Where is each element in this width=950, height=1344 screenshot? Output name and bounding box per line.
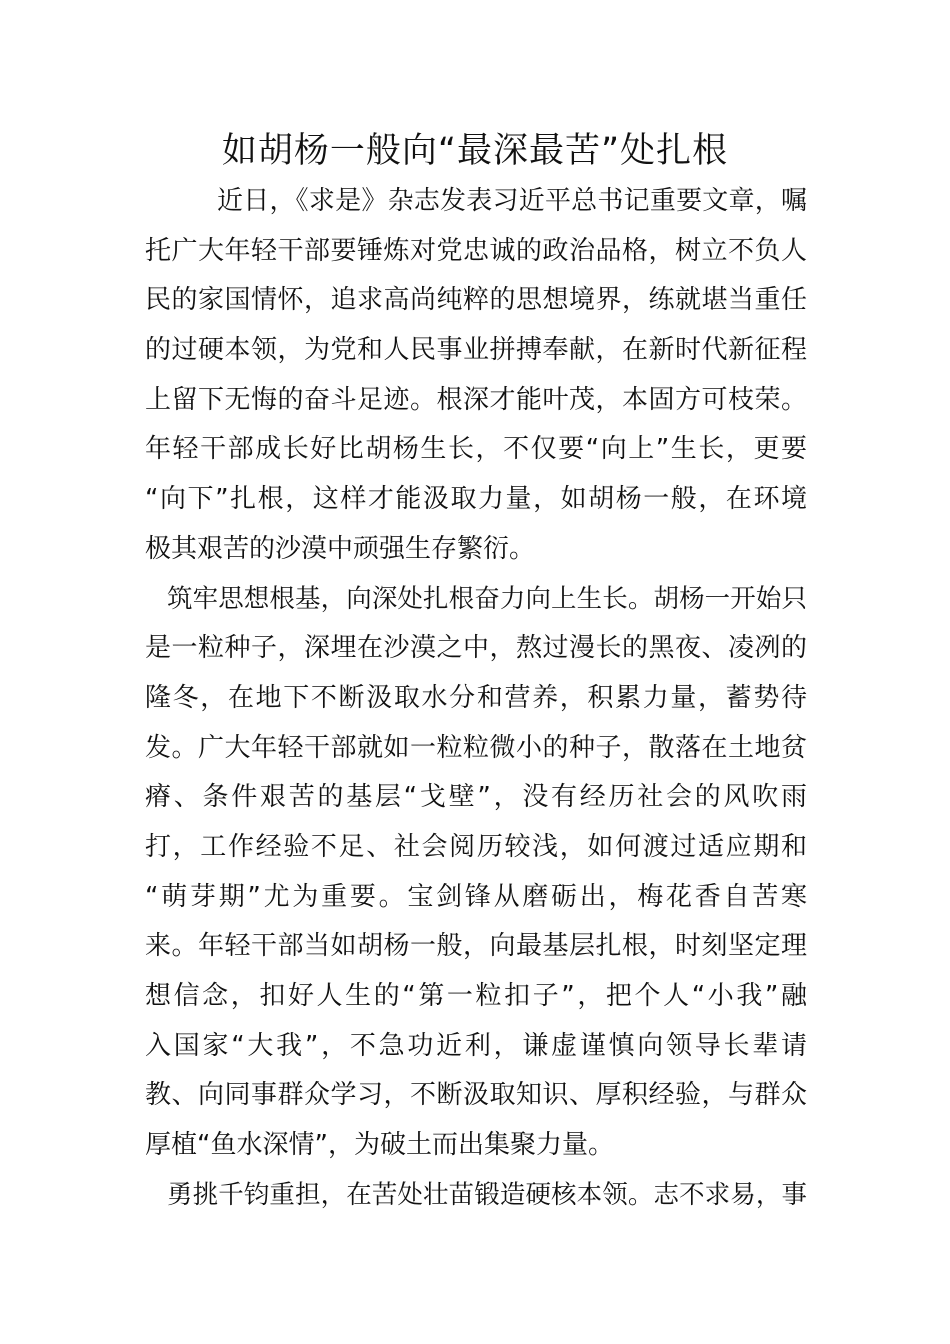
text-line: 发。广大年轻干部就如一粒粒微小的种子，散落在土地贫: [145, 732, 807, 763]
document-title: 如胡杨一般向“最深最苦”处扎根: [221, 131, 729, 171]
text-line: 年轻干部成长好比胡杨生长，不仅要“向上”生长，更要: [145, 434, 807, 465]
paragraph-3: [145, 1171, 807, 1221]
text-line: 极其艰苦的沙漠中顽强生存繁衍。: [145, 533, 536, 564]
document-body: [145, 177, 807, 1220]
text-line: 勇挑千钧重担，在苦处壮苗锻造硬核本领。志不求易，事: [167, 1179, 807, 1210]
text-line: 的过硬本领，为党和人民事业拼搏奉献，在新时代新征程: [145, 335, 807, 366]
paragraph-2: [145, 575, 807, 1171]
text-line: 厚植“鱼水深情”，为破土而出集聚力量。: [145, 1130, 614, 1161]
text-line: 打，工作经验不足、社会阅历较浅，如何渡过适应期和: [145, 831, 807, 862]
text-line: 民的家国情怀，追求高尚纯粹的思想境界，练就堪当重任: [145, 285, 807, 316]
text-line: 是一粒种子，深埋在沙漠之中，熬过漫长的黑夜、凌冽的: [145, 633, 807, 664]
text-line: 入国家“大我”，不急功近利，谦虚谨慎向领导长辈请: [145, 1030, 807, 1061]
text-line: “向下”扎根，这样才能汲取力量，如胡杨一般，在环境: [145, 484, 807, 515]
text-line: 瘠、条件艰苦的基层“戈壁”，没有经历社会的风吹雨: [145, 782, 807, 813]
paragraph-1: [145, 177, 807, 575]
text-line: 教、向同事群众学习，不断汲取知识、厚积经验，与群众: [145, 1080, 807, 1111]
text-line: 托广大年轻干部要锤炼对党忠诚的政治品格，树立不负人: [145, 235, 807, 266]
text-line: 近日，《求是》杂志发表习近平总书记重要文章，嘱: [217, 186, 807, 216]
text-line: 上留下无悔的奋斗足迹。根深才能叶茂，本固方可枝荣。: [145, 384, 807, 415]
text-line: “萌芽期”尤为重要。宝剑锋从磨砺出，梅花香自苦寒: [145, 881, 807, 912]
text-line: 隆冬，在地下不断汲取水分和营养，积累力量，蓄势待: [145, 682, 807, 713]
text-line: 想信念，扣好人生的“第一粒扣子”，把个人“小我”融: [145, 981, 807, 1011]
text-line: 筑牢思想根基，向深处扎根奋力向上生长。胡杨一开始只: [167, 583, 807, 614]
text-line: 来。年轻干部当如胡杨一般，向最基层扎根，时刻坚定理: [145, 931, 807, 962]
